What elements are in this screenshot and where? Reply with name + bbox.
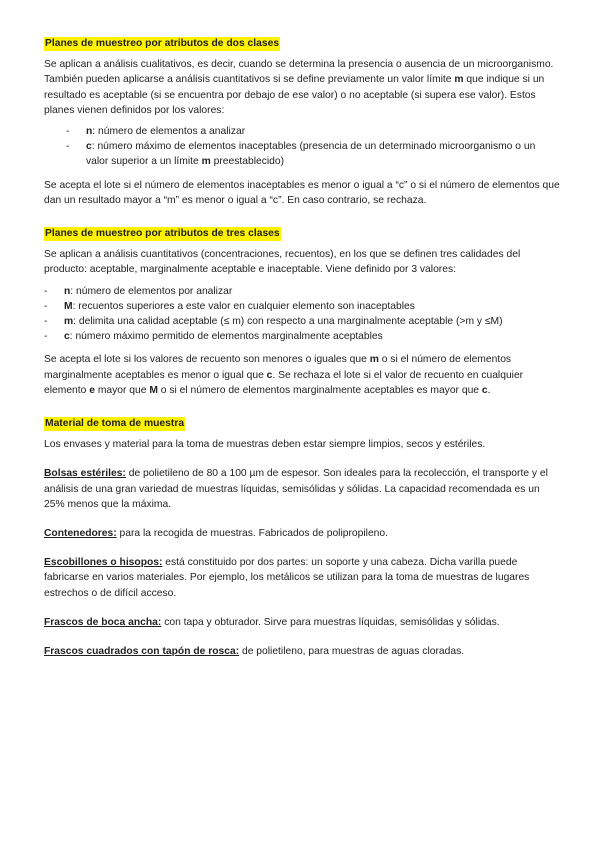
list-item: - c: número máximo permitido de elementos marginalmente aceptables	[44, 329, 560, 344]
material-item-escobillones: Escobillones o hisopos: está constituido por dos partes: un soporte y una cabeza. Dicha varilla puede fabricarse en varios materiales. Por ejemplo, los metálicos se utilizan para la toma de muestras de lugares estrechos o de difícil acceso.	[44, 557, 530, 599]
list-item: - n: número de elementos por analizar	[44, 284, 560, 299]
list-item: - c: número máximo de elementos inaceptables (presencia de un determinado microorganismo o un valor superior a un límite m preestablecido)	[44, 139, 560, 169]
material-item-contenedores: Contenedores: para la recogida de muestras. Fabricados de polipropileno.	[44, 528, 388, 540]
two-class-conclusion: Se acepta el lote si el número de elementos inaceptables es menor o igual a “c” o si el número de elementos que dan un resultado mayor a “m” es menor o igual a “c”. En caso contrario, se rechaza.	[44, 179, 560, 206]
two-class-intro: Se aplican a análisis cualitativos, es decir, cuando se determina la presencia o ausencia de un microorganismo. También pueden aplicarse a análisis cuantitativos si se define previamente un valor límite m que indique si un resultado es aceptable (si se encuentra por debajo de ese valor) o no aceptable (si supera ese valor). Estos planes vienen definidos por los valores:	[44, 59, 554, 116]
material-item-frascos-cuadrados: Frascos cuadrados con tapón de rosca: de polietileno, para muestras de aguas cloradas.	[44, 646, 465, 658]
three-class-conclusion: Se acepta el lote si los valores de recuento son menores o iguales que m o si el número de elementos marginalmente aceptables es menor o igual que c. Se rechaza el lote si el valor de recuento en cualquier elemento e mayor que M o si el número de elementos marginalmente aceptables es mayor que c.	[44, 354, 524, 396]
section-title-three-class: Planes de muestreo por atributos de tres clases	[45, 228, 280, 240]
material-item-bolsas: Bolsas estériles: de polietileno de 80 a 100 µm de espesor. Son ideales para la recolección, el transporte y el análisis de una gran variedad de muestras líquidas, semisólidas y sólidas. La capacidad recomendada es un 25% menos que la máxima.	[44, 468, 548, 510]
three-class-values-list	[44, 284, 560, 345]
three-class-intro: Se aplican a análisis cuantitativos (concentraciones, recuentos), en los que se definen tres calidades del producto: aceptable, marginalmente aceptable e inaceptable. Viene definido por 3 valores:	[44, 249, 521, 276]
material-intro: Los envases y material para la toma de muestras deben estar siempre limpios, secos y estériles.	[44, 439, 486, 451]
material-item-frascos-boca-ancha: Frascos de boca ancha: con tapa y obturador. Sirve para muestras líquidas, semisólidas y sólidas.	[44, 616, 500, 628]
list-item: - m: delimita una calidad aceptable (≤ m) con respecto a una marginalmente aceptable (>m y ≤M)	[44, 314, 560, 329]
two-class-values-list	[44, 124, 560, 170]
document-page	[44, 36, 560, 673]
material-section	[44, 416, 560, 659]
section-title-two-class: Planes de muestreo por atributos de dos clases	[45, 38, 280, 49]
list-item: - M: recuentos superiores a este valor en cualquier elemento son inaceptables	[44, 299, 560, 314]
section-title-material: Material de toma de muestra	[45, 418, 185, 430]
list-item: - n: número de elementos a analizar	[44, 124, 560, 139]
